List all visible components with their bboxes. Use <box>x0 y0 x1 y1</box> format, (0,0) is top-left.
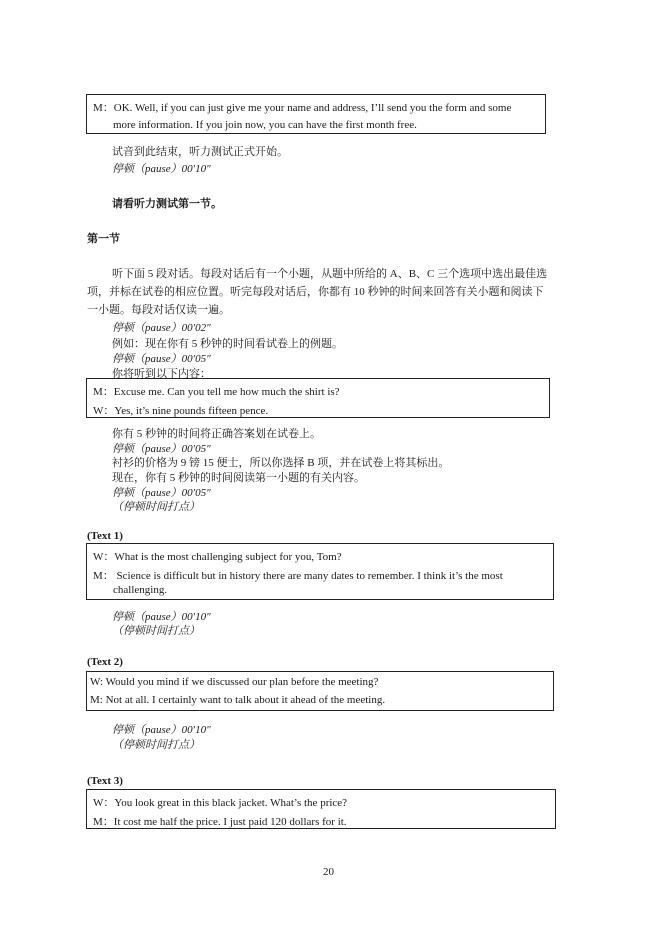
instructions-line: 一小题。每段对话仅读一遍。 <box>87 304 230 316</box>
section-heading: 第一节 <box>87 233 120 245</box>
dialogue-line: M：Excuse me. Can you tell me how much the shirt is? <box>93 386 340 398</box>
section-prompt: 请看听力测试第一节。 <box>112 198 222 210</box>
price-text: 衬衫的价格为 9 镑 15 便士，所以你选择 B 项，并在试卷上将其标出。 <box>112 457 450 469</box>
dialogue-line: M： Science is difficult but in history there are many dates to remember. I think it’s the most <box>93 570 503 582</box>
will-hear-text: 你将听到以下内容： <box>112 368 211 380</box>
now-text: 现在，你有 5 秒钟的时间阅读第一小题的有关内容。 <box>112 472 365 484</box>
dialogue-line: W: Would you mind if we discussed our plan before the meeting? <box>90 676 379 688</box>
dialogue-line: M：OK. Well, if you can just give me your name and address, I’ll send you the form and some <box>93 102 512 114</box>
text-label: (Text 3) <box>87 775 123 787</box>
timing-note: （停顿时间打点） <box>112 501 200 513</box>
text-label: (Text 1) <box>87 530 123 542</box>
pause-note: 停顿（pause）00′05″ <box>112 487 211 499</box>
dialogue-line: M: Not at all. I certainly want to talk about it ahead of the meeting. <box>90 694 386 706</box>
trial-dialogue-box <box>86 94 546 134</box>
example-dialogue-box <box>86 378 550 418</box>
pause-note: 停顿（pause）00′02″ <box>112 322 211 334</box>
dialogue-line: M：It cost me half the price. I just paid 120 dollars for it. <box>93 816 347 828</box>
pause-note: 停顿（pause）00′10″ <box>112 163 211 175</box>
pause-note: 停顿（pause）00′10″ <box>112 611 211 623</box>
dialogue-line: W：You look great in this black jacket. What’s the price? <box>93 797 348 809</box>
page-number: 20 <box>323 866 334 878</box>
example-text: 例如：现在你有 5 秒钟的时间看试卷上的例题。 <box>112 338 343 350</box>
dialogue-line: more information. If you join now, you can have the first month free. <box>113 119 417 131</box>
dialogue-line: W：Yes, it’s nine pounds fifteen pence. <box>93 405 269 417</box>
text2-dialogue-box <box>86 671 554 711</box>
timing-note: （停顿时间打点） <box>112 739 200 751</box>
text-label: (Text 2) <box>87 656 123 668</box>
trial-end-text: 试音到此结束，听力测试正式开始。 <box>112 146 288 158</box>
instructions-line: 听下面 5 段对话。每段对话后有一个小题，从题中所给的 A、B、C 三个选项中选出最佳选 <box>112 268 548 280</box>
pause-note: 停顿（pause）00′05″ <box>112 353 211 365</box>
pause-note: 停顿（pause）00′10″ <box>112 724 211 736</box>
text3-dialogue-box <box>86 789 556 829</box>
dialogue-line: challenging. <box>113 584 168 596</box>
timing-note: （停顿时间打点） <box>112 625 200 637</box>
dialogue-line: W：What is the most challenging subject for you, Tom? <box>93 551 342 563</box>
instructions-line: 项，并标在试卷的相应位置。听完每段对话后，你都有 10 秒钟的时间来回答有关小题和阅读下 <box>87 286 544 298</box>
mark-answer-text: 你有 5 秒钟的时间将正确答案划在试卷上。 <box>112 428 321 440</box>
pause-note: 停顿（pause）00′05″ <box>112 443 211 455</box>
text1-dialogue-box <box>86 543 554 600</box>
